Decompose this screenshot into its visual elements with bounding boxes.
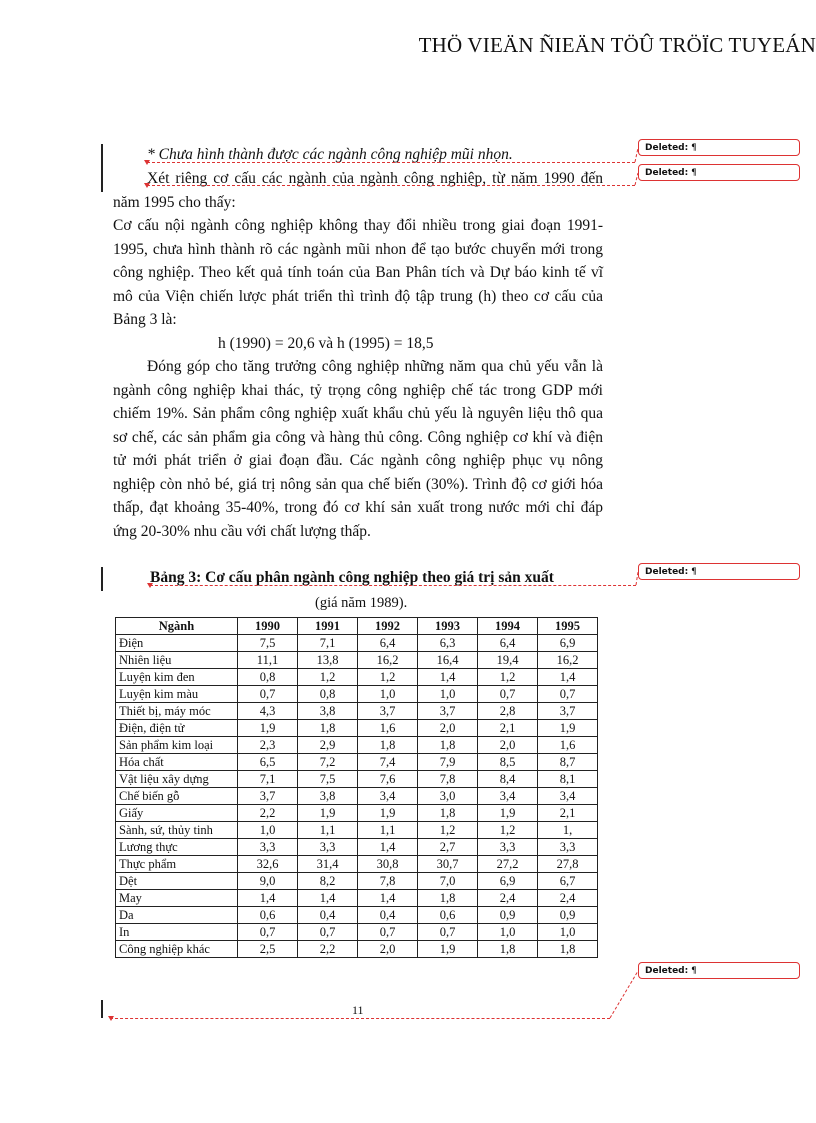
- value-cell: 2,3: [238, 737, 298, 754]
- value-cell: 3,3: [298, 839, 358, 856]
- sector-name-cell: Công nghiệp khác: [116, 941, 238, 958]
- value-cell: 0,4: [298, 907, 358, 924]
- value-cell: 3,7: [238, 788, 298, 805]
- value-cell: 0,7: [418, 924, 478, 941]
- value-cell: 1,0: [358, 686, 418, 703]
- sector-name-cell: Điện: [116, 635, 238, 652]
- value-cell: 6,4: [358, 635, 418, 652]
- table-title: Bảng 3: Cơ cấu phân ngành công nghiệp theo giá trị sản xuất: [150, 569, 554, 586]
- value-cell: 1,2: [478, 822, 538, 839]
- sector-name-cell: Thiết bị, máy móc: [116, 703, 238, 720]
- value-cell: 30,8: [358, 856, 418, 873]
- value-cell: 16,4: [418, 652, 478, 669]
- value-cell: 0,8: [298, 686, 358, 703]
- value-cell: 3,3: [478, 839, 538, 856]
- value-cell: 2,4: [478, 890, 538, 907]
- value-cell: 1,2: [478, 669, 538, 686]
- page-header: THÖ VIEÄN ÑIEÄN TÖÛ TRÖÏC TUYEÁN: [418, 33, 816, 57]
- value-cell: 1,8: [418, 805, 478, 822]
- value-cell: 3,4: [358, 788, 418, 805]
- value-cell: 1,4: [358, 890, 418, 907]
- value-cell: 1,6: [358, 720, 418, 737]
- value-cell: 11,1: [238, 652, 298, 669]
- value-cell: 7,4: [358, 754, 418, 771]
- paragraph-1: Xét riêng cơ cấu các ngành của ngành công nghiệp, từ năm 1990 đến năm 1995 cho thấy:: [113, 170, 603, 211]
- value-cell: 7,5: [298, 771, 358, 788]
- value-cell: 6,9: [538, 635, 598, 652]
- sector-name-cell: Giấy: [116, 805, 238, 822]
- value-cell: 1,1: [358, 822, 418, 839]
- value-cell: 7,5: [238, 635, 298, 652]
- header-cell-year: 1991: [298, 618, 358, 635]
- value-cell: 1,0: [418, 686, 478, 703]
- value-cell: 9,0: [238, 873, 298, 890]
- value-cell: 3,3: [538, 839, 598, 856]
- value-cell: 1,6: [538, 737, 598, 754]
- value-cell: 0,7: [238, 686, 298, 703]
- value-cell: 0,7: [478, 686, 538, 703]
- value-cell: 0,6: [418, 907, 478, 924]
- sector-name-cell: May: [116, 890, 238, 907]
- value-cell: 6,3: [418, 635, 478, 652]
- value-cell: 2,1: [478, 720, 538, 737]
- sector-name-cell: Thực phẩm: [116, 856, 238, 873]
- value-cell: 1,8: [418, 737, 478, 754]
- value-cell: 3,4: [538, 788, 598, 805]
- value-cell: 1,9: [298, 805, 358, 822]
- value-cell: 2,4: [538, 890, 598, 907]
- table-subtitle: (giá năm 1989).: [315, 595, 408, 611]
- value-cell: 3,4: [478, 788, 538, 805]
- value-cell: 1,0: [538, 924, 598, 941]
- value-cell: 1,2: [418, 822, 478, 839]
- sector-name-cell: Chế biến gỗ: [116, 788, 238, 805]
- value-cell: 1,8: [538, 941, 598, 958]
- sector-name-cell: Sản phẩm kim loại: [116, 737, 238, 754]
- value-cell: 1,9: [238, 720, 298, 737]
- value-cell: 2,5: [238, 941, 298, 958]
- value-cell: 7,9: [418, 754, 478, 771]
- value-cell: 8,7: [538, 754, 598, 771]
- value-cell: 1,9: [478, 805, 538, 822]
- value-cell: 3,3: [238, 839, 298, 856]
- value-cell: 1,4: [418, 669, 478, 686]
- balloon-label: Deleted:: [645, 168, 689, 178]
- value-cell: 7,0: [418, 873, 478, 890]
- value-cell: 0,7: [358, 924, 418, 941]
- value-cell: 2,0: [358, 941, 418, 958]
- value-cell: 7,2: [298, 754, 358, 771]
- deleted-balloon[interactable]: [638, 164, 800, 181]
- value-cell: 1,4: [358, 839, 418, 856]
- formula: h (1990) = 20,6 và h (1995) = 18,5: [218, 334, 434, 352]
- header-cell-year: 1990: [238, 618, 298, 635]
- value-cell: 6,4: [478, 635, 538, 652]
- value-cell: 4,3: [238, 703, 298, 720]
- value-cell: 7,1: [238, 771, 298, 788]
- value-cell: 2,0: [418, 720, 478, 737]
- value-cell: 1,8: [478, 941, 538, 958]
- value-cell: 1,4: [538, 669, 598, 686]
- page-number: 11: [352, 1003, 364, 1017]
- value-cell: 1,2: [298, 669, 358, 686]
- balloon-label: Deleted:: [645, 966, 689, 976]
- value-cell: 27,2: [478, 856, 538, 873]
- value-cell: 1,9: [358, 805, 418, 822]
- value-cell: 30,7: [418, 856, 478, 873]
- value-cell: 1,8: [418, 890, 478, 907]
- sector-name-cell: Hóa chất: [116, 754, 238, 771]
- value-cell: 0,7: [298, 924, 358, 941]
- sector-name-cell: Vật liệu xây dựng: [116, 771, 238, 788]
- value-cell: 8,4: [478, 771, 538, 788]
- paragraph-2: Cơ cấu nội ngành công nghiệp không thay đổi nhiều trong giai đoạn 1991-1995, chưa hình thành rõ các ngành mũi nhon để tạo bước chuyển mới trong công nghiệp. Theo kết quả tính toán của Ban Phân tích và Dự báo kinh tế vĩ mô của Viện chiến lược phát triển thì trình độ tập trung (h) theo cơ cấu của Bảng 3 là:: [113, 217, 603, 328]
- paragraph-3: Đóng góp cho tăng trưởng công nghiệp những năm qua chủ yếu vẫn là ngành công nghiệp khai thác, tỷ trọng công nghiệp chế tác trong GDP mới chiếm 19%. Sản phẩm công nghiệp xuất khẩu chủ yếu là nguyên liệu thô qua sơ chế, các sản phẩm gia công và hàng thủ công. Công nghiệp cơ khí và điện tử mới phát triển ở giai đoạn đầu. Các ngành công nghiệp phục vụ nông nghiệp còn nhỏ bé, giá trị nông sản qua chế biến (30%). Trình độ cơ giới hóa thấp, đạt khoảng 35-40%, trong đó cơ khí sản xuất trong nước mới chỉ đáp ứng 20-30% nhu cầu với chất lượng thấp.: [113, 358, 603, 540]
- deleted-balloon[interactable]: [638, 139, 800, 156]
- value-cell: 8,1: [538, 771, 598, 788]
- value-cell: 1,4: [298, 890, 358, 907]
- value-cell: 2,2: [238, 805, 298, 822]
- value-cell: 1,: [538, 822, 598, 839]
- balloon-label: Deleted:: [645, 567, 689, 577]
- value-cell: 2,2: [298, 941, 358, 958]
- value-cell: 2,7: [418, 839, 478, 856]
- value-cell: 6,5: [238, 754, 298, 771]
- value-cell: 27,8: [538, 856, 598, 873]
- sector-name-cell: Luyện kim đen: [116, 669, 238, 686]
- value-cell: 1,4: [238, 890, 298, 907]
- value-cell: 1,9: [538, 720, 598, 737]
- value-cell: 1,8: [298, 720, 358, 737]
- value-cell: 7,1: [298, 635, 358, 652]
- header-cell-sector: Ngành: [116, 618, 238, 635]
- value-cell: 1,0: [478, 924, 538, 941]
- value-cell: 3,8: [298, 788, 358, 805]
- value-cell: 19,4: [478, 652, 538, 669]
- value-cell: 7,8: [418, 771, 478, 788]
- value-cell: 0,9: [478, 907, 538, 924]
- value-cell: 13,8: [298, 652, 358, 669]
- sector-name-cell: In: [116, 924, 238, 941]
- value-cell: 0,7: [538, 686, 598, 703]
- value-cell: 2,9: [298, 737, 358, 754]
- sector-name-cell: Sành, sứ, thủy tinh: [116, 822, 238, 839]
- value-cell: 32,6: [238, 856, 298, 873]
- value-cell: 1,1: [298, 822, 358, 839]
- value-cell: 0,8: [238, 669, 298, 686]
- value-cell: 7,6: [358, 771, 418, 788]
- italic-heading: * Chưa hình thành được các ngành công nghiệp mũi nhọn.: [147, 146, 513, 163]
- value-cell: 1,0: [238, 822, 298, 839]
- header-cell-year: 1993: [418, 618, 478, 635]
- pilcrow-mark: ¶: [691, 168, 697, 178]
- sector-name-cell: Điện, điện tử: [116, 720, 238, 737]
- value-cell: 3,7: [418, 703, 478, 720]
- value-cell: 2,1: [538, 805, 598, 822]
- value-cell: 0,6: [238, 907, 298, 924]
- value-cell: 16,2: [538, 652, 598, 669]
- sector-name-cell: Da: [116, 907, 238, 924]
- value-cell: 16,2: [358, 652, 418, 669]
- pilcrow-mark: ¶: [691, 567, 697, 577]
- value-cell: 3,7: [538, 703, 598, 720]
- deleted-balloon[interactable]: [638, 563, 800, 580]
- value-cell: 6,9: [478, 873, 538, 890]
- value-cell: 2,8: [478, 703, 538, 720]
- header-cell-year: 1992: [358, 618, 418, 635]
- header-cell-year: 1994: [478, 618, 538, 635]
- value-cell: 1,8: [358, 737, 418, 754]
- sector-name-cell: Nhiên liệu: [116, 652, 238, 669]
- value-cell: 31,4: [298, 856, 358, 873]
- value-cell: 3,0: [418, 788, 478, 805]
- value-cell: 0,9: [538, 907, 598, 924]
- value-cell: 3,7: [358, 703, 418, 720]
- value-cell: 7,8: [358, 873, 418, 890]
- value-cell: 3,8: [298, 703, 358, 720]
- sector-name-cell: Dệt: [116, 873, 238, 890]
- pilcrow-mark: ¶: [691, 143, 697, 153]
- sector-name-cell: Lương thực: [116, 839, 238, 856]
- pilcrow-mark: ¶: [691, 966, 697, 976]
- deleted-balloon[interactable]: [638, 962, 800, 979]
- sector-name-cell: Luyện kim màu: [116, 686, 238, 703]
- value-cell: 2,0: [478, 737, 538, 754]
- value-cell: 1,9: [418, 941, 478, 958]
- value-cell: 0,7: [238, 924, 298, 941]
- value-cell: 8,2: [298, 873, 358, 890]
- value-cell: 1,2: [358, 669, 418, 686]
- value-cell: 6,7: [538, 873, 598, 890]
- header-cell-year: 1995: [538, 618, 598, 635]
- value-cell: 8,5: [478, 754, 538, 771]
- value-cell: 0,4: [358, 907, 418, 924]
- balloon-label: Deleted:: [645, 143, 689, 153]
